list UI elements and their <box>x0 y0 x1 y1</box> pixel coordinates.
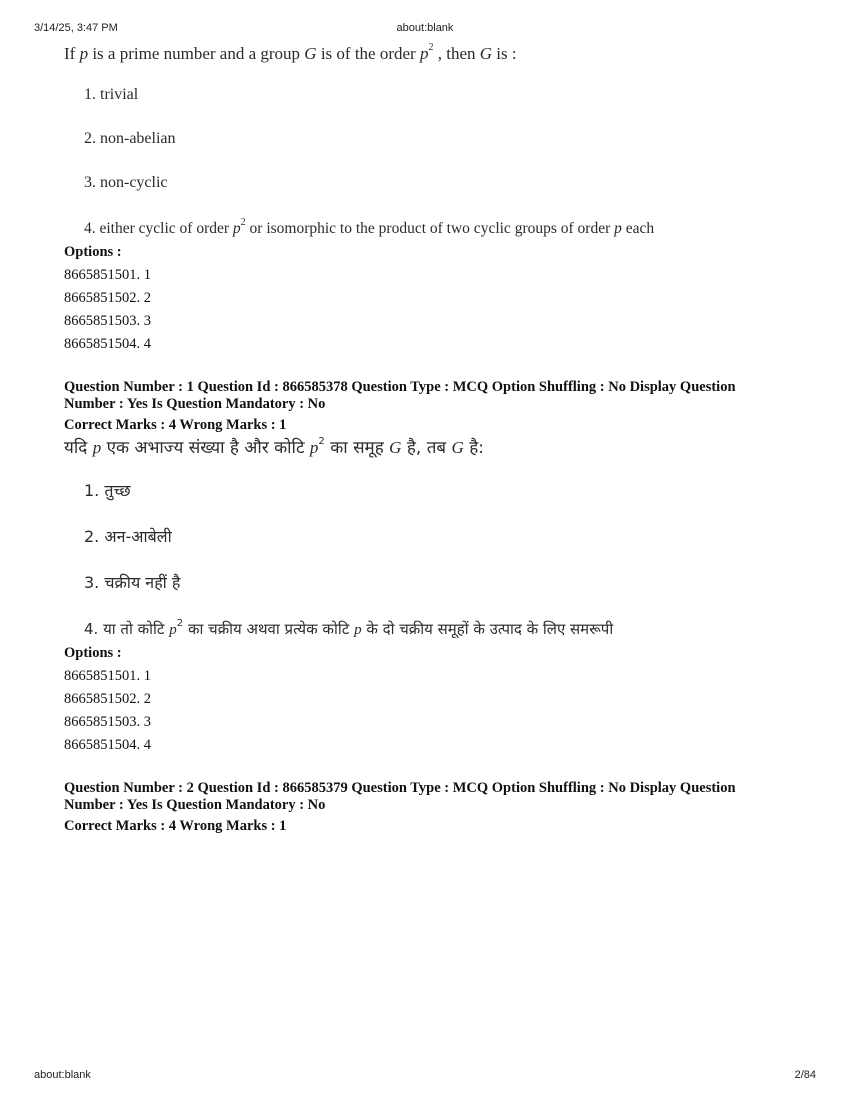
meta-line: Question Number : 2 Question Id : 866585379 Question Type : MCQ Option Shuffling : No Display Question <box>64 780 736 796</box>
option-row: 8665851504. 4 <box>64 336 151 352</box>
question-option-4: 4. either cyclic of order $p^2$ or isomorphic to the product of two cyclic groups of order p each <box>84 216 655 237</box>
question-1-hindi-image <box>64 436 794 641</box>
footer-url: about:blank <box>34 1069 91 1081</box>
question-option-3: 3. non-cyclic <box>84 174 168 191</box>
question-2-meta <box>64 780 794 835</box>
option-row: 8665851502. 2 <box>64 691 151 707</box>
options-label: Options : <box>64 244 122 260</box>
options-block-1 <box>64 244 794 353</box>
options-label: Options : <box>64 645 122 661</box>
question-option-1-hindi: 1. तुच्छ <box>84 481 131 500</box>
option-row: 8665851504. 4 <box>64 737 151 753</box>
page-number: 2/84 <box>794 1069 816 1081</box>
question-option-2-hindi: 2. अन-आबेली <box>84 527 172 546</box>
print-timestamp: 3/14/25, 3:47 PM <box>34 22 118 34</box>
print-footer <box>34 1069 816 1083</box>
question-1-meta <box>64 379 794 434</box>
option-row: 8665851503. 3 <box>64 313 151 329</box>
question-1-english-image <box>64 42 794 240</box>
print-header <box>34 22 816 36</box>
question-option-4-hindi: 4. या तो कोटि $p^2$ का चक्रीय अथवा प्रत्येक कोटि p के दो चक्रीय समूहों के उत्पाद के लिए समरूपी <box>84 618 614 638</box>
print-url: about:blank <box>396 22 454 34</box>
option-row: 8665851503. 3 <box>64 714 151 730</box>
option-row: 8665851502. 2 <box>64 290 151 306</box>
question-option-1: 1. trivial <box>84 86 139 103</box>
meta-line: Number : Yes Is Question Mandatory : No <box>64 396 326 412</box>
question-stem: If p is a prime number and a group G is of the order $p^2$ , then G is : <box>64 42 517 63</box>
page-content <box>64 40 794 835</box>
question-stem-hindi: यदि p एक अभाज्य संख्या है और कोटि $p^2$ का समूह G है, तब G है: <box>64 436 484 458</box>
question-option-3-hindi: 3. चक्रीय नहीं है <box>84 573 181 592</box>
option-row: 8665851501. 1 <box>64 267 151 283</box>
meta-line: Number : Yes Is Question Mandatory : No <box>64 797 326 813</box>
meta-line: Correct Marks : 4 Wrong Marks : 1 <box>64 417 287 433</box>
meta-line: Question Number : 1 Question Id : 866585378 Question Type : MCQ Option Shuffling : No Display Question <box>64 379 736 395</box>
meta-line: Correct Marks : 4 Wrong Marks : 1 <box>64 818 287 834</box>
options-block-2 <box>64 645 794 754</box>
question-option-2: 2. non-abelian <box>84 130 176 147</box>
option-row: 8665851501. 1 <box>64 668 151 684</box>
